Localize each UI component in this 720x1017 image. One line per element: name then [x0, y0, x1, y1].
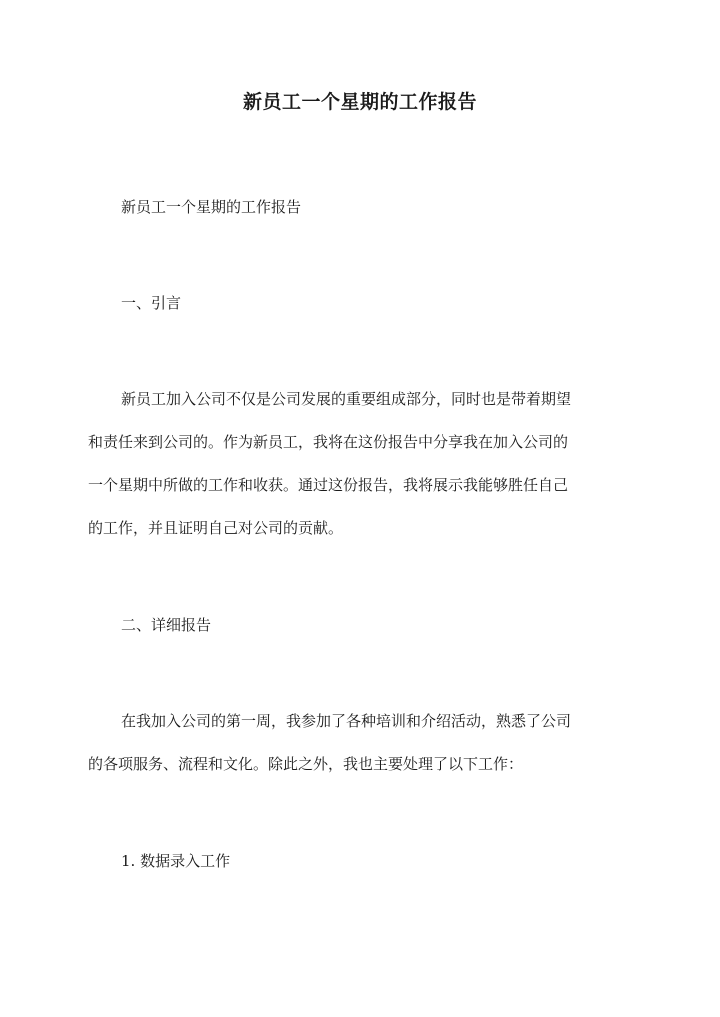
section-heading-introduction: 一、引言 — [121, 294, 182, 312]
list-item-data-entry: 1. 数据录入工作 — [121, 852, 231, 870]
document-title: 新员工一个星期的工作报告 — [242, 91, 477, 113]
paragraph-line: 在我加入公司的第一周，我参加了各种培训和介绍活动，熟悉了公司 — [121, 712, 572, 730]
paragraph-line: 的工作，并且证明自己对公司的贡献。 — [88, 519, 344, 537]
paragraph-line: 新员工加入公司不仅是公司发展的重要组成部分，同时也是带着期望 — [121, 390, 572, 408]
paragraph-line: 的各项服务、流程和文化。除此之外，我也主要处理了以下工作： — [88, 755, 524, 773]
paragraph-line: 一个星期中所做的工作和收获。通过这份报告，我将展示我能够胜任自己 — [88, 476, 569, 494]
paragraph-line: 和责任来到公司的。作为新员工，我将在这份报告中分享我在加入公司的 — [88, 433, 569, 451]
section-heading-detailed-report: 二、详细报告 — [121, 616, 212, 634]
document-subtitle: 新员工一个星期的工作报告 — [121, 198, 302, 216]
